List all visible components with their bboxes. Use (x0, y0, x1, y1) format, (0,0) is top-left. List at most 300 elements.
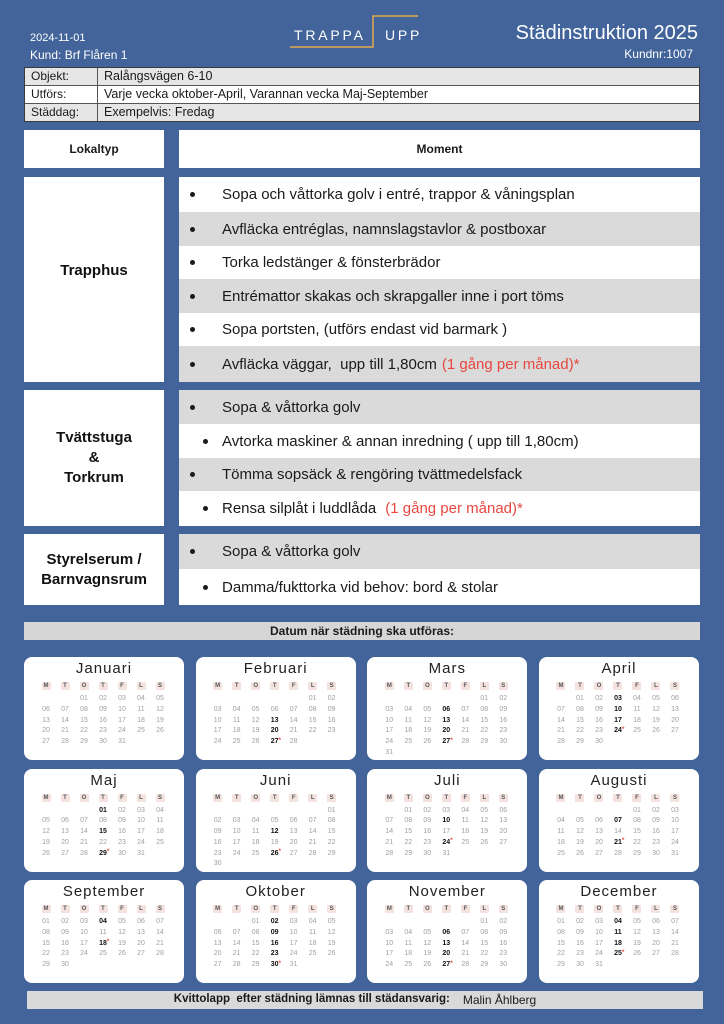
day-21 (456, 949, 475, 960)
day-number: 27 (61, 849, 69, 857)
day-23 (589, 726, 608, 737)
weekday-label: F (632, 905, 641, 913)
day-number: 19 (423, 727, 432, 735)
day-number: 17 (442, 828, 451, 836)
weekday-label: O (80, 682, 89, 690)
day-12 (265, 827, 284, 838)
day-number: 30 (423, 849, 432, 857)
weekday-label: F (289, 794, 298, 802)
weekday-cell (208, 682, 227, 690)
day-18 (132, 716, 151, 727)
bullet-icon (203, 585, 208, 590)
day-number: 20 (61, 838, 69, 846)
customer-name: Kund: Brf Flåren 1 (30, 48, 128, 62)
day-19 (570, 838, 589, 849)
day-27 (589, 849, 608, 860)
weekday-cell (399, 682, 418, 690)
monthly-task-asterisk: * (106, 938, 110, 946)
day-18 (227, 726, 246, 737)
day-03 (380, 705, 399, 716)
empty-day-cell (37, 694, 56, 705)
weekday-cell (551, 905, 570, 913)
day-number: 22 (327, 838, 336, 846)
day-01 (303, 694, 322, 705)
day-number: 01 (42, 918, 50, 925)
empty-day-cell (246, 806, 265, 817)
day-13 (208, 939, 227, 950)
day-14 (75, 827, 94, 838)
day-number: 20 (652, 939, 660, 947)
day-27 (56, 849, 75, 860)
day-29 (94, 849, 113, 860)
empty-day-cell (551, 694, 570, 705)
day-06 (646, 917, 665, 928)
day-number: 14 (289, 716, 298, 724)
day-number: 08 (42, 928, 50, 936)
day-number: 14 (308, 828, 317, 836)
day-number: 22 (404, 838, 413, 846)
weekday-cell (399, 905, 418, 913)
day-18 (456, 827, 475, 838)
day-number: 22 (308, 727, 317, 735)
day-number: 12 (156, 705, 164, 713)
day-07 (56, 705, 75, 716)
day-number: 23 (327, 727, 336, 735)
day-30 (570, 960, 589, 971)
day-13 (589, 827, 608, 838)
day-number: 02 (576, 918, 584, 925)
day-09 (646, 816, 665, 827)
info-label: Städdag: (25, 104, 98, 121)
day-08 (94, 816, 113, 827)
day-number: 30 (61, 961, 69, 969)
month-card-maj (24, 769, 184, 872)
day-number: 05 (251, 705, 260, 713)
day-number: 16 (499, 716, 508, 724)
empty-day-cell (151, 849, 170, 860)
day-07 (227, 928, 246, 939)
day-05 (322, 917, 341, 928)
day-21 (456, 726, 475, 737)
weekday-cell (37, 794, 56, 802)
day-number: 01 (557, 918, 565, 925)
weekday-label: T (613, 682, 622, 690)
month-name: Januari (75, 660, 133, 677)
day-08 (399, 816, 418, 827)
day-26 (418, 737, 437, 748)
weekday-cell (75, 794, 94, 802)
weekday-cell (418, 794, 437, 802)
day-grid (37, 694, 170, 748)
day-number: 16 (61, 939, 69, 947)
day-02 (113, 806, 132, 817)
day-15 (627, 827, 646, 838)
day-number: 03 (614, 695, 622, 702)
day-number: 23 (99, 727, 107, 735)
day-number: 09 (595, 705, 603, 713)
weekday-label: S (156, 794, 165, 802)
task-text: Torka ledstänger & fönsterbrädor (222, 254, 441, 271)
month-name: September (62, 883, 146, 900)
day-25 (627, 726, 646, 737)
day-11 (151, 816, 170, 827)
day-number: 14 (557, 716, 565, 724)
empty-day-cell (418, 748, 437, 759)
day-number: 11 (99, 928, 107, 936)
day-number: 03 (595, 918, 603, 925)
weekday-label: O (80, 794, 89, 802)
day-number: 28 (289, 738, 298, 746)
day-number: 05 (156, 695, 164, 702)
bullet-icon (203, 439, 208, 444)
day-03 (132, 806, 151, 817)
day-number: 14 (671, 928, 679, 936)
day-20 (265, 726, 284, 737)
day-number: 18 (461, 828, 470, 836)
day-22 (570, 726, 589, 737)
weekday-cell (627, 794, 646, 802)
day-15 (75, 716, 94, 727)
day-23 (113, 838, 132, 849)
empty-day-cell (380, 806, 399, 817)
bullet-icon (190, 192, 195, 197)
bullet-icon (203, 506, 208, 511)
day-01 (399, 806, 418, 817)
day-number: 14 (80, 828, 88, 836)
day-27 (208, 960, 227, 971)
day-18 (94, 939, 113, 950)
weekday-cell (322, 682, 341, 690)
weekday-label: F (632, 682, 641, 690)
day-number: 10 (595, 928, 603, 936)
weekday-cell (456, 905, 475, 913)
day-number: 07 (61, 705, 69, 713)
day-21 (75, 838, 94, 849)
empty-day-cell (94, 960, 113, 971)
day-19 (113, 939, 132, 950)
day-number: 01 (80, 695, 88, 702)
weekday-label: O (594, 682, 603, 690)
day-number: 23 (576, 950, 584, 958)
day-number: 04 (99, 918, 107, 925)
empty-day-cell (227, 694, 246, 705)
task-frequency-note: (1 gång per månad)* (441, 355, 580, 373)
month-card-april (539, 657, 699, 760)
empty-day-cell (399, 694, 418, 705)
empty-day-cell (265, 694, 284, 705)
day-06 (208, 928, 227, 939)
empty-day-cell (456, 917, 475, 928)
section-label-line: Barnvagnsrum (41, 570, 147, 588)
day-28 (608, 849, 627, 860)
day-number: 03 (671, 806, 679, 814)
day-number: 04 (137, 695, 145, 702)
weekday-header-row (380, 682, 513, 690)
day-number: 29 (557, 961, 565, 969)
day-29 (627, 849, 646, 860)
month-name: December (580, 883, 658, 900)
day-number: 21 (232, 950, 241, 958)
day-number: 26 (42, 849, 50, 857)
empty-day-cell (246, 859, 265, 870)
weekday-label: T (575, 905, 584, 913)
day-number: 31 (671, 849, 679, 857)
day-14 (456, 716, 475, 727)
day-01 (322, 806, 341, 817)
day-number: 10 (385, 939, 394, 947)
day-20 (284, 838, 303, 849)
day-number: 10 (385, 716, 394, 724)
task-row (179, 279, 700, 313)
day-18 (399, 726, 418, 737)
weekday-cell (246, 794, 265, 802)
day-05 (418, 705, 437, 716)
day-number: 07 (461, 705, 470, 713)
empty-day-cell (56, 694, 75, 705)
day-number: 06 (289, 817, 298, 825)
day-23 (265, 949, 284, 960)
month-card-september (24, 880, 184, 983)
task-row (179, 212, 700, 246)
day-13 (37, 716, 56, 727)
day-number: 18 (137, 716, 145, 724)
weekday-cell (246, 682, 265, 690)
weekday-label: M (558, 906, 564, 912)
day-04 (627, 694, 646, 705)
day-number: 13 (42, 716, 50, 724)
day-number: 30 (99, 738, 107, 746)
day-number: 16 (213, 838, 222, 846)
day-number: 26 (633, 950, 641, 958)
month-card-juli (367, 769, 527, 872)
empty-day-cell (322, 737, 341, 748)
day-26 (151, 726, 170, 737)
day-number: 27 (442, 961, 451, 969)
day-17 (589, 939, 608, 950)
day-number: 20 (270, 727, 279, 735)
day-07 (303, 816, 322, 827)
day-01 (551, 917, 570, 928)
day-number: 31 (137, 849, 145, 857)
day-24 (227, 849, 246, 860)
day-number: 04 (251, 817, 260, 825)
month-name: Augusti (590, 771, 648, 789)
day-number: 13 (652, 928, 660, 936)
weekday-label: T (442, 905, 451, 913)
day-15 (303, 716, 322, 727)
weekday-label: T (613, 905, 622, 913)
weekday-cell (646, 682, 665, 690)
day-26 (37, 849, 56, 860)
day-number: 03 (118, 695, 126, 702)
day-number: 19 (118, 939, 126, 947)
day-number: 05 (576, 817, 584, 825)
section-label-line: & (88, 449, 100, 466)
task-text: Entrémattor skakas och skrapgaller inne i port töms (222, 287, 564, 305)
empty-day-cell (570, 806, 589, 817)
weekday-label: M (558, 794, 564, 801)
day-15 (551, 939, 570, 950)
day-10 (608, 705, 627, 716)
day-27 (284, 849, 303, 860)
weekday-cell (56, 905, 75, 913)
month-name: November (408, 883, 486, 900)
day-17 (113, 716, 132, 727)
day-number: 19 (652, 716, 660, 724)
day-number: 17 (137, 828, 145, 836)
bullet-icon (190, 227, 195, 232)
day-11 (627, 705, 646, 716)
day-25 (246, 849, 265, 860)
day-number: 07 (80, 817, 88, 825)
empty-day-cell (437, 694, 456, 705)
day-number: 15 (557, 939, 565, 947)
day-08 (303, 705, 322, 716)
day-number: 25 (633, 727, 641, 735)
section-label-line: Torkrum (64, 469, 124, 486)
day-number: 27 (289, 849, 298, 857)
day-number: 25 (557, 849, 565, 857)
day-number: 05 (423, 705, 432, 713)
receipt-footer (27, 991, 703, 1009)
day-number: 20 (289, 838, 298, 846)
empty-day-cell (627, 960, 646, 971)
day-30 (646, 849, 665, 860)
day-11 (132, 705, 151, 716)
day-28 (75, 849, 94, 860)
day-22 (475, 726, 494, 737)
day-number: 19 (576, 838, 584, 846)
day-24 (284, 949, 303, 960)
day-21 (303, 838, 322, 849)
weekday-cell (494, 682, 513, 690)
empty-day-cell (322, 859, 341, 870)
day-20 (665, 716, 684, 727)
weekday-cell (56, 794, 75, 802)
task-text: Avfläcka entréglas, namnslagstavlor & postboxar (222, 220, 547, 238)
day-20 (589, 838, 608, 849)
day-25 (608, 949, 627, 960)
task-row (179, 390, 700, 424)
day-19 (646, 716, 665, 727)
weekday-label: M (215, 794, 221, 801)
day-number: 27 (671, 727, 679, 735)
weekday-label: L (308, 682, 317, 690)
day-21 (284, 726, 303, 737)
day-16 (265, 939, 284, 950)
day-26 (322, 949, 341, 960)
day-number: 11 (633, 705, 641, 713)
day-number: 04 (461, 806, 470, 814)
day-number: 25 (404, 961, 413, 969)
day-number: 14 (156, 928, 164, 936)
day-number: 07 (557, 705, 565, 713)
day-17 (380, 949, 399, 960)
day-03 (113, 694, 132, 705)
weekday-cell (303, 905, 322, 913)
weekday-cell (608, 682, 627, 690)
empty-day-cell (132, 737, 151, 748)
day-22 (303, 726, 322, 737)
day-number: 10 (289, 928, 298, 936)
day-10 (380, 939, 399, 950)
day-number: 02 (61, 918, 69, 925)
day-number: 16 (652, 828, 660, 836)
task-row (179, 534, 700, 569)
weekday-cell (284, 905, 303, 913)
day-number: 18 (156, 828, 164, 836)
weekday-cell (589, 794, 608, 802)
weekday-label: L (137, 905, 146, 913)
day-grid (37, 917, 170, 971)
day-number: 03 (232, 817, 241, 825)
day-07 (551, 705, 570, 716)
day-19 (418, 726, 437, 737)
weekday-cell (208, 905, 227, 913)
day-15 (475, 939, 494, 950)
day-number: 14 (385, 828, 394, 836)
day-13 (284, 827, 303, 838)
weekday-label: S (499, 905, 508, 913)
day-number: 24 (442, 838, 451, 846)
day-number: 21 (80, 838, 88, 846)
day-number: 16 (595, 716, 603, 724)
day-28 (456, 737, 475, 748)
day-number: 06 (270, 705, 279, 713)
day-12 (646, 705, 665, 716)
day-number: 09 (652, 817, 660, 825)
day-number: 24 (118, 727, 126, 735)
day-03 (227, 816, 246, 827)
day-30 (494, 960, 513, 971)
day-number: 28 (461, 738, 470, 746)
weekday-label: F (289, 682, 298, 690)
weekday-cell (227, 905, 246, 913)
day-number: 20 (213, 950, 222, 958)
weekday-cell (627, 905, 646, 913)
day-15 (246, 939, 265, 950)
day-number: 30 (213, 860, 222, 868)
info-row-cleaning-day (25, 104, 699, 121)
column-header-tasks: Moment (179, 130, 700, 168)
section-label-stairwell (24, 177, 164, 382)
bullet-icon (190, 327, 195, 332)
day-number: 08 (633, 817, 641, 825)
day-number: 24 (671, 838, 679, 846)
weekday-label: O (594, 905, 603, 913)
day-number: 30 (499, 738, 508, 746)
day-30 (94, 737, 113, 748)
task-text: Sopa och våttorka golv i entré, trappor & våningsplan (222, 186, 575, 203)
info-label: Objekt: (25, 68, 98, 85)
day-06 (437, 705, 456, 716)
day-10 (75, 928, 94, 939)
day-number: 13 (442, 716, 451, 724)
day-10 (284, 928, 303, 939)
day-number: 13 (671, 705, 679, 713)
day-number: 07 (289, 705, 298, 713)
day-number: 08 (557, 928, 565, 936)
task-row (179, 346, 700, 382)
day-30 (208, 859, 227, 870)
empty-day-cell (151, 737, 170, 748)
day-number: 11 (309, 928, 317, 936)
weekday-label: L (480, 682, 489, 690)
day-24 (589, 949, 608, 960)
day-14 (56, 716, 75, 727)
weekday-cell (589, 682, 608, 690)
day-number: 19 (251, 727, 260, 735)
